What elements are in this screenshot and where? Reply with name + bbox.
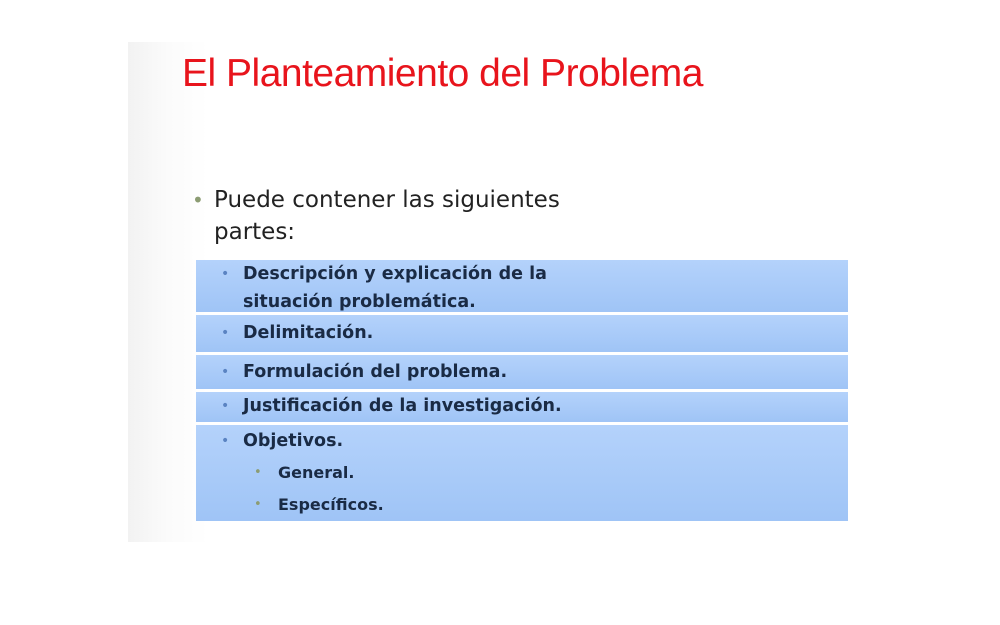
part-item-label: Objetivos.	[243, 431, 344, 451]
part-item-justificacion	[196, 392, 848, 422]
part-item-label: Delimitación.	[243, 323, 374, 343]
part-item-label: Descripción y explicación de la situación problemática.	[243, 264, 547, 312]
parts-list	[196, 260, 848, 521]
sub-bullet-icon: •	[254, 497, 262, 512]
bullet-icon: •	[221, 364, 230, 380]
subitem-general	[196, 457, 848, 489]
part-item-descripcion	[196, 260, 848, 312]
sub-bullet-icon: •	[254, 465, 262, 480]
part-item-label: Justificación de la investigación.	[243, 396, 562, 416]
part-item-objetivos	[196, 425, 848, 521]
bullet-icon: •	[221, 266, 230, 282]
bullet-icon: •	[192, 188, 204, 212]
subitem-label: General.	[278, 463, 355, 482]
subitem-especificos	[196, 489, 848, 521]
bullet-icon: •	[221, 398, 230, 414]
part-item-label: Formulación del problema.	[243, 362, 508, 382]
part-item-formulacion	[196, 355, 848, 389]
slide-title: El Planteamiento del Problema	[182, 52, 703, 95]
bullet-icon: •	[221, 433, 230, 449]
lead-bullet-item	[192, 184, 592, 248]
bullet-icon: •	[221, 325, 230, 341]
lead-text: Puede contener las siguientes partes:	[214, 187, 560, 245]
part-item-delimitacion	[196, 315, 848, 352]
subitem-label: Específicos.	[278, 495, 384, 514]
